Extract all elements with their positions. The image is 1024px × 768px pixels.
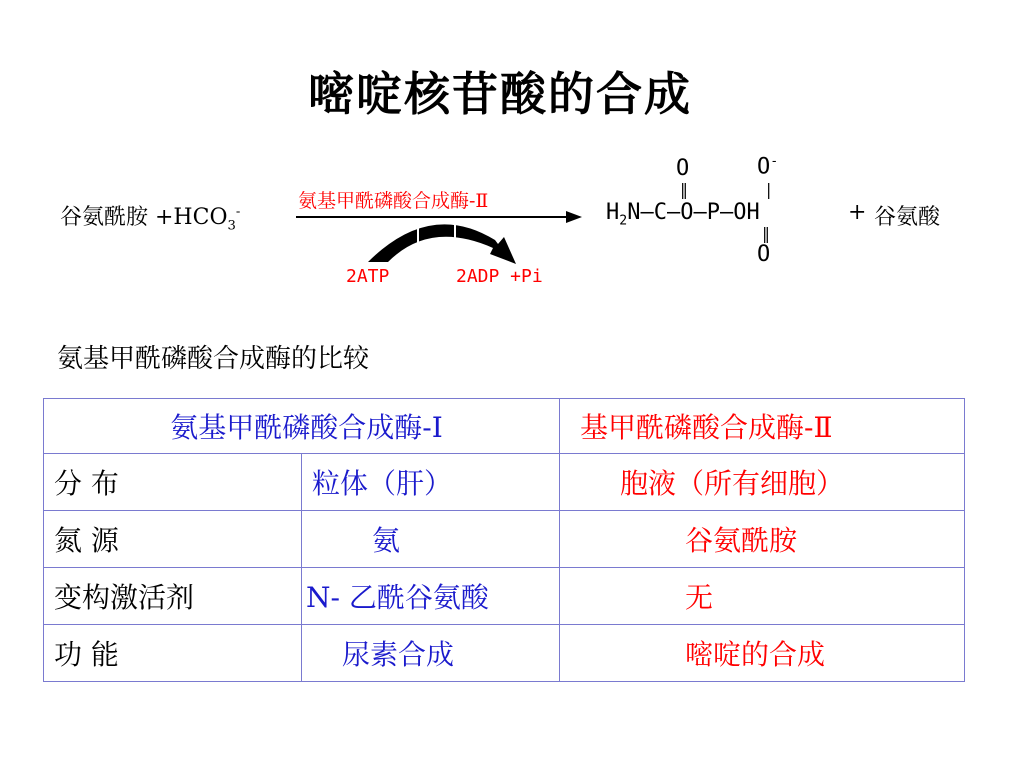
header-cps2: 基甲酰磷酸合成酶-Ⅱ bbox=[560, 399, 965, 454]
comparison-table bbox=[43, 398, 965, 682]
table-row bbox=[44, 511, 965, 568]
reactants bbox=[60, 200, 240, 233]
product-c: C bbox=[653, 200, 667, 225]
product-o-bridge: O bbox=[680, 200, 694, 225]
product-formula: $H_2N—C—O—P—OH$ bbox=[606, 200, 760, 229]
reaction-arrow bbox=[290, 200, 590, 270]
page-title: 嘧啶核苷酸的合成 bbox=[308, 67, 692, 121]
table-row bbox=[44, 568, 965, 625]
row-label: 氮 源 bbox=[44, 511, 302, 568]
enzyme-label: 氨基甲酰磷酸合成酶-Ⅱ bbox=[298, 190, 489, 212]
double-bond-p: ‖ bbox=[762, 224, 770, 243]
double-bond-c: ‖ bbox=[680, 180, 688, 199]
row-label: 功 能 bbox=[44, 625, 302, 682]
row-label: 变构激活剂 bbox=[44, 568, 302, 625]
table-header-row bbox=[44, 399, 965, 454]
phosphate-oxygen-bottom: O bbox=[757, 242, 771, 267]
product-p: P bbox=[706, 200, 720, 225]
header-cps1: 氨基甲酰磷酸合成酶-Ⅰ bbox=[44, 399, 560, 454]
phosphate-charge: - bbox=[770, 154, 779, 169]
cps1-value: 粒体（肝） bbox=[302, 454, 560, 511]
phosphate-oxygen-top bbox=[757, 154, 778, 179]
product-glutamate: 谷氨酸 bbox=[874, 205, 941, 230]
cps1-value: 尿素合成 bbox=[302, 625, 560, 682]
table-row bbox=[44, 454, 965, 511]
plus-sign: + bbox=[848, 200, 867, 225]
cofactor-in: 2ATP bbox=[346, 266, 390, 287]
phosphate-oxygen-top-label: O bbox=[757, 154, 771, 180]
cps1-value: 氨 bbox=[302, 511, 560, 568]
carbonyl-oxygen: O bbox=[676, 156, 690, 181]
cps2-value: 无 bbox=[560, 568, 965, 625]
single-bond-p: | bbox=[766, 180, 772, 199]
cps2-value: 胞液（所有细胞） bbox=[560, 454, 965, 511]
table-row bbox=[44, 625, 965, 682]
product-h-subscript: 2 bbox=[619, 213, 628, 229]
reactant-text: 谷氨酰胺 +HCO bbox=[60, 205, 228, 230]
cps1-value: N- 乙酰谷氨酸 bbox=[302, 568, 560, 625]
product-oh: OH bbox=[733, 200, 760, 225]
cps2-value: 嘧啶的合成 bbox=[560, 625, 965, 682]
reactant-subscript: 3 bbox=[227, 218, 236, 234]
cps2-value: 谷氨酰胺 bbox=[560, 511, 965, 568]
cofactor-out: 2ADP +Pi bbox=[456, 266, 543, 287]
comparison-heading: 氨基甲酰磷酸合成酶的比较 bbox=[57, 344, 370, 374]
energy-arrow-shape bbox=[368, 224, 516, 264]
row-label: 分 布 bbox=[44, 454, 302, 511]
reactant-charge: - bbox=[235, 204, 241, 220]
product-h: H bbox=[606, 200, 620, 225]
product-n: N bbox=[627, 200, 641, 225]
